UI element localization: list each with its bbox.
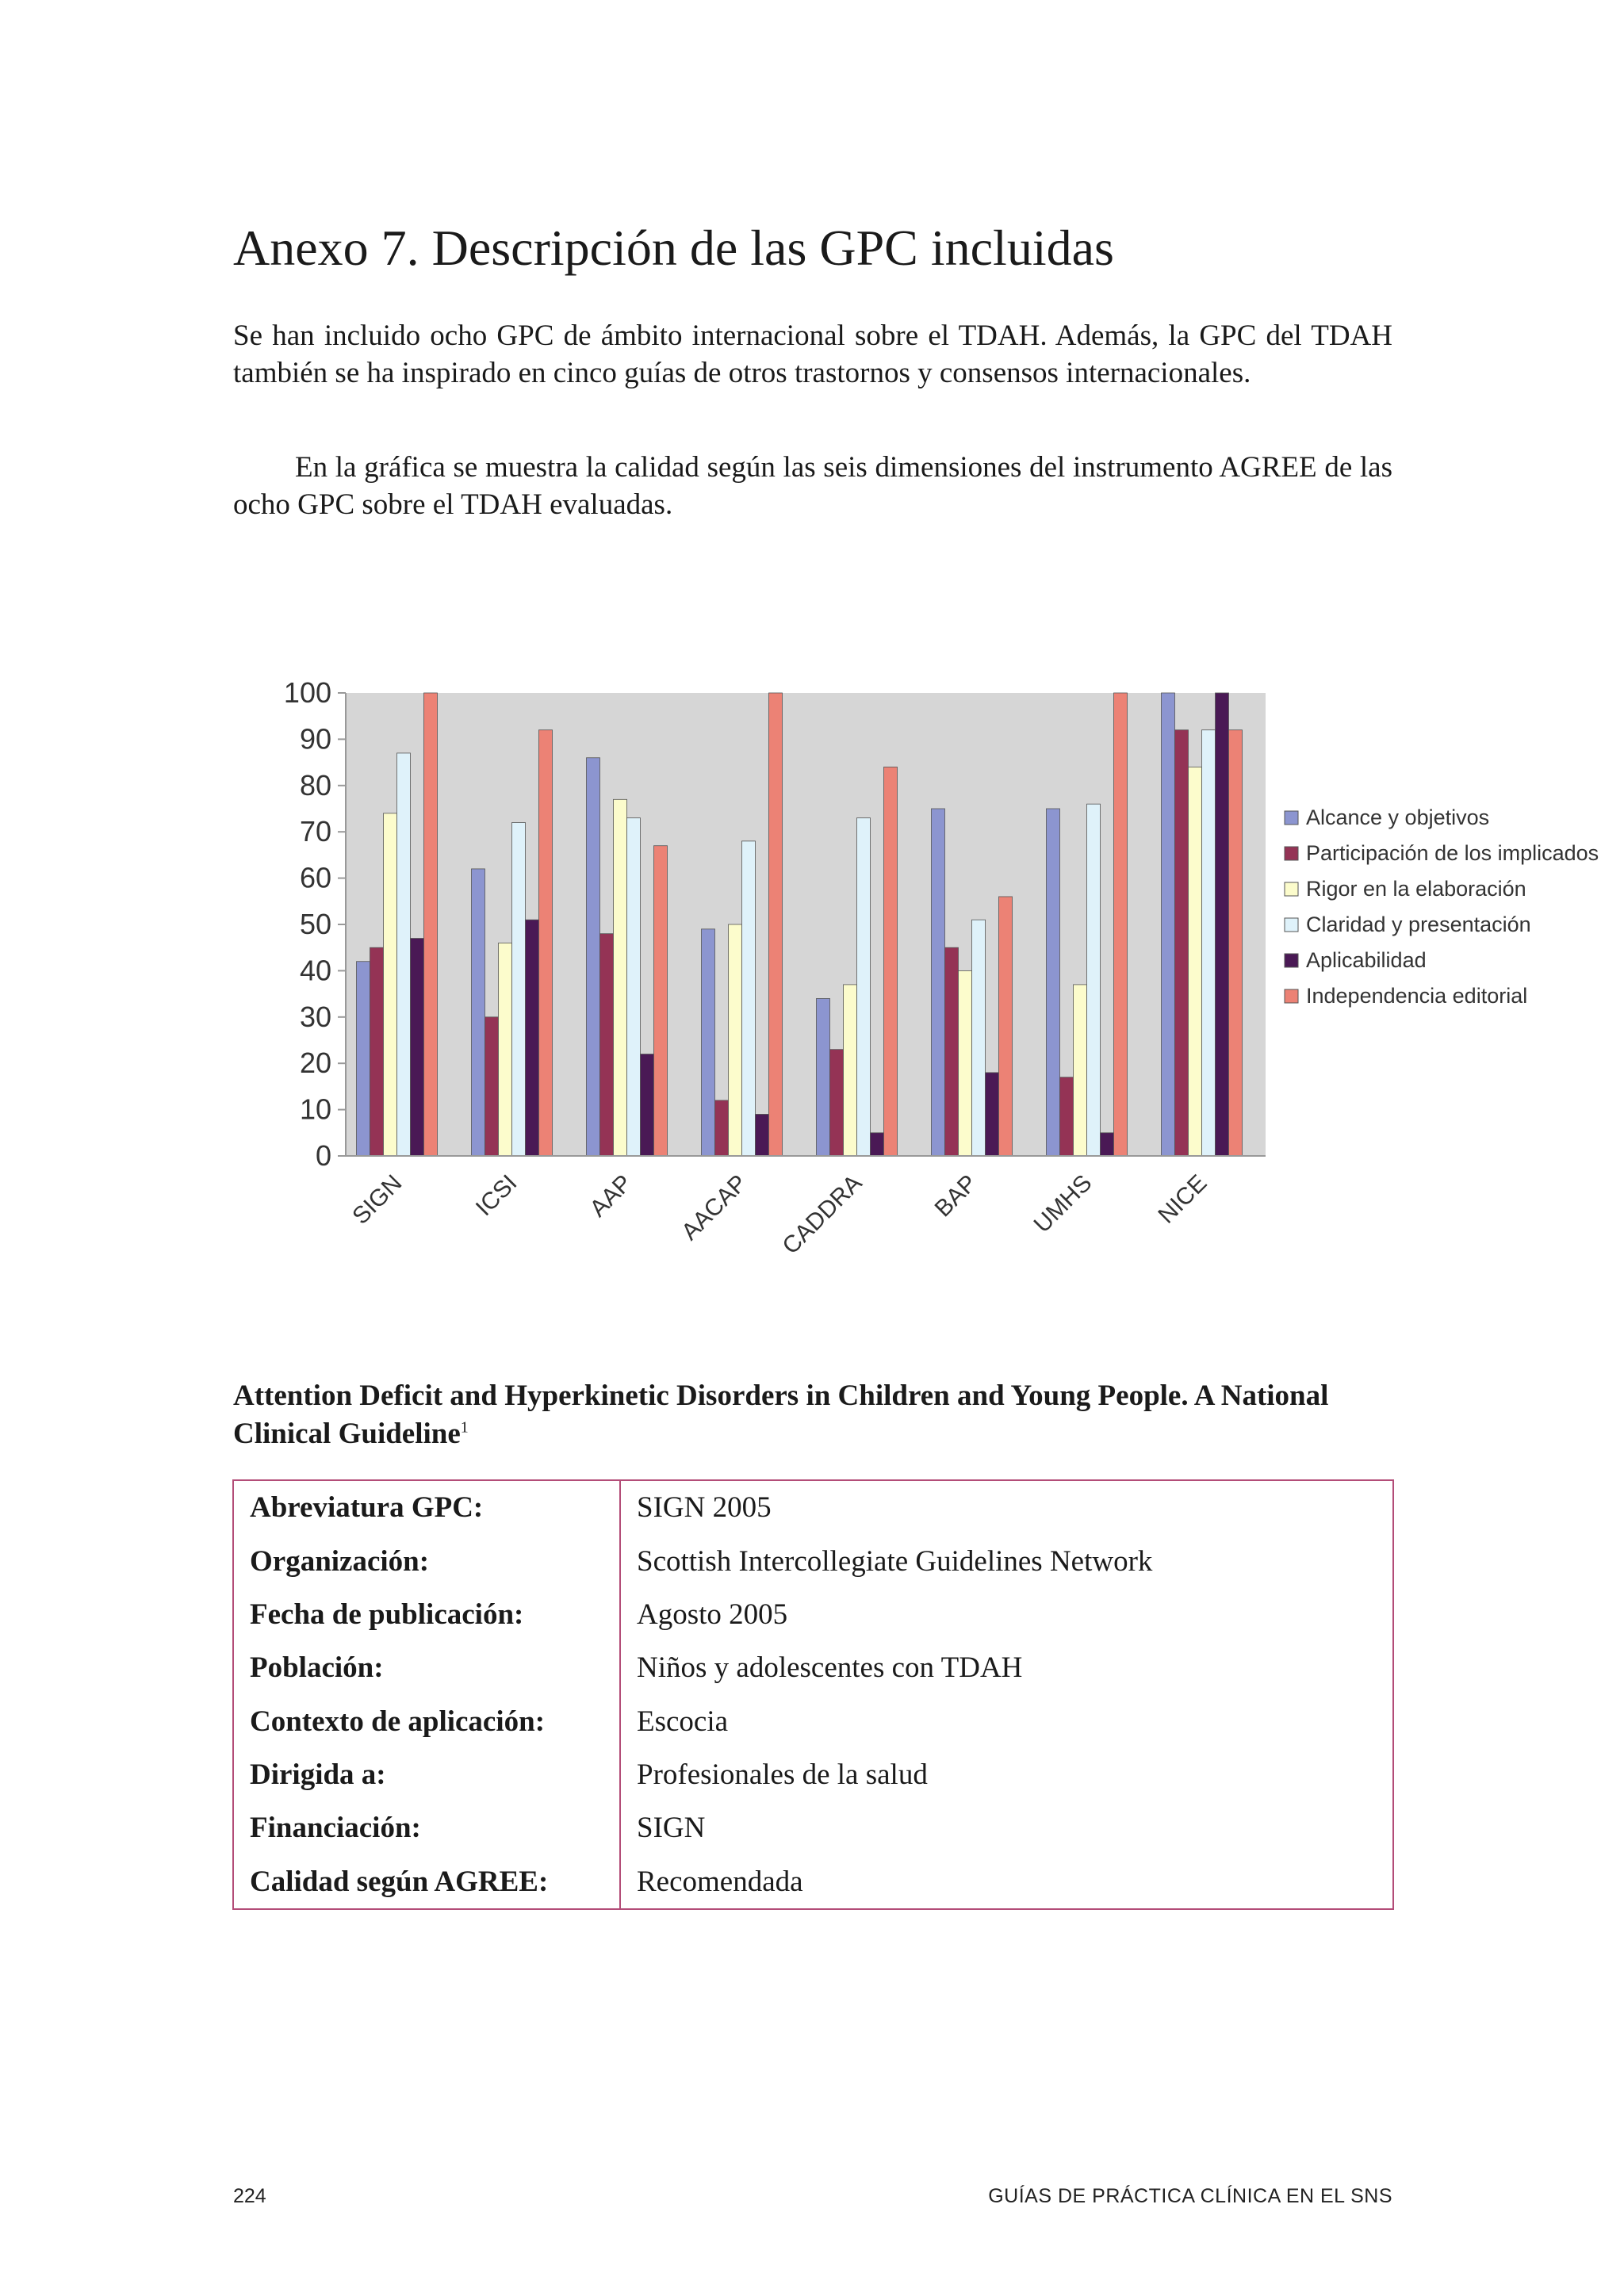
- bar-bap-2: [945, 947, 959, 1156]
- y-tick-label: 90: [299, 722, 331, 756]
- bar-nice-2: [1175, 730, 1189, 1156]
- bar-sign-1: [357, 962, 370, 1156]
- legend: [1272, 799, 1624, 1018]
- reference-number: 1: [460, 1418, 469, 1437]
- info-label: Fecha de publicación:: [233, 1588, 620, 1641]
- legend-label: Independencia editorial: [1306, 984, 1528, 1008]
- bar-caddra-2: [830, 1050, 844, 1156]
- bar-icsi-6: [539, 730, 553, 1156]
- info-row: [233, 1641, 1393, 1694]
- legend-label: Claridad y presentación: [1306, 913, 1531, 936]
- bar-caddra-3: [844, 985, 857, 1156]
- y-tick-label: 40: [299, 954, 331, 987]
- bar-aacap-2: [715, 1100, 729, 1156]
- info-value: Agosto 2005: [637, 1598, 788, 1631]
- bar-caddra-4: [857, 818, 871, 1156]
- info-row: [233, 1588, 1393, 1641]
- legend-swatch: [1285, 989, 1298, 1003]
- x-tick-label: NICE: [1153, 1169, 1212, 1229]
- bar-aap-5: [641, 1054, 654, 1156]
- bar-sign-3: [384, 813, 397, 1156]
- x-tick-label: ICSI: [470, 1169, 523, 1222]
- info-label: Dirigida a:: [233, 1748, 620, 1801]
- bar-sign-5: [411, 939, 424, 1156]
- x-tick-label: SIGN: [347, 1169, 408, 1230]
- info-value: SIGN 2005: [637, 1491, 772, 1525]
- page-number: 224: [233, 2185, 266, 2207]
- x-tick-label: BAP: [929, 1169, 982, 1223]
- footer-running-title: GUÍAS DE PRÁCTICA CLÍNICA EN EL SNS: [988, 2185, 1392, 2207]
- guideline-title: [233, 1377, 1392, 1453]
- legend-label: Aplicabilidad: [1306, 948, 1427, 972]
- info-value: Scottish Intercollegiate Guidelines Network: [637, 1544, 1153, 1578]
- bar-umhs-4: [1087, 804, 1101, 1156]
- bar-bap-5: [986, 1073, 999, 1156]
- y-tick-label: 80: [299, 768, 331, 802]
- bar-caddra-6: [884, 767, 898, 1156]
- legend-swatch: [1285, 954, 1298, 967]
- legend-label: Participación de los implicados: [1306, 841, 1599, 865]
- bar-aacap-1: [702, 929, 715, 1156]
- bar-aap-2: [600, 934, 614, 1156]
- y-tick-label: 30: [299, 1000, 331, 1033]
- info-value: Escocia: [637, 1705, 729, 1738]
- intro-paragraph: Se han incluido ocho GPC de ámbito internacional sobre el TDAH. Además, la GPC del TDAH también se ha inspirado en cinco guías de otros trastornos y consensos internacionales.: [233, 320, 1392, 389]
- bar-bap-4: [972, 920, 986, 1156]
- bar-sign-6: [424, 693, 438, 1156]
- legend-label: Alcance y objetivos: [1306, 806, 1490, 829]
- bar-nice-3: [1189, 767, 1202, 1156]
- info-row: [233, 1801, 1393, 1854]
- y-axis: [284, 676, 346, 1172]
- bar-icsi-3: [499, 943, 512, 1156]
- bar-icsi-4: [512, 823, 526, 1156]
- y-tick-label: 20: [299, 1047, 331, 1080]
- y-tick-label: 50: [299, 908, 331, 940]
- bar-aacap-6: [769, 693, 783, 1156]
- bar-caddra-5: [871, 1133, 884, 1156]
- info-label: Contexto de aplicación:: [233, 1694, 620, 1747]
- agree-quality-chart: [254, 664, 1599, 1275]
- bar-bap-6: [999, 897, 1013, 1156]
- info-value: SIGN: [637, 1812, 706, 1845]
- bar-umhs-2: [1060, 1077, 1074, 1156]
- info-label: Población:: [233, 1641, 620, 1694]
- x-tick-label: UMHS: [1028, 1169, 1097, 1238]
- legend-label: Rigor en la elaboración: [1306, 877, 1526, 901]
- y-tick-label: 100: [283, 676, 331, 709]
- bar-aap-3: [614, 799, 627, 1156]
- bar-aap-1: [587, 758, 600, 1156]
- bar-aap-4: [627, 818, 641, 1156]
- bar-icsi-5: [526, 920, 539, 1156]
- bar-sign-2: [370, 947, 384, 1156]
- bar-nice-4: [1202, 730, 1216, 1156]
- legend-swatch: [1285, 918, 1298, 932]
- info-row: [233, 1480, 1393, 1534]
- bar-aap-6: [654, 846, 668, 1156]
- y-tick-label: 10: [299, 1093, 331, 1126]
- info-label: Financiación:: [233, 1801, 620, 1854]
- x-tick-label: AAP: [584, 1169, 638, 1223]
- bar-caddra-1: [817, 998, 830, 1156]
- legend-swatch: [1285, 882, 1298, 896]
- bar-nice-1: [1162, 693, 1175, 1156]
- info-row: [233, 1694, 1393, 1747]
- legend-swatch: [1285, 811, 1298, 825]
- bar-aacap-4: [742, 841, 756, 1156]
- info-row: [233, 1534, 1393, 1587]
- info-value: Profesionales de la salud: [637, 1758, 928, 1791]
- legend-swatch: [1285, 847, 1298, 860]
- x-tick-label: AACAP: [676, 1169, 753, 1246]
- info-value: Recomendada: [637, 1865, 803, 1898]
- page-title: Anexo 7. Descripción de las GPC incluidas: [233, 220, 1114, 276]
- guideline-title-text: Attention Deficit and Hyperkinetic Disorders in Children and Young People. A National Clinical Guideline: [233, 1380, 1329, 1450]
- info-row: [233, 1748, 1393, 1801]
- guideline-info-table: [232, 1479, 1394, 1910]
- bar-nice-5: [1216, 693, 1229, 1156]
- bar-sign-4: [397, 753, 411, 1156]
- bar-umhs-3: [1074, 985, 1087, 1156]
- bar-bap-3: [959, 970, 972, 1156]
- info-row: [233, 1855, 1393, 1909]
- chart-description-paragraph: En la gráfica se muestra la calidad según las seis dimensiones del instrumento AGREE de las ocho GPC sobre el TDAH evaluadas.: [233, 451, 1392, 521]
- y-tick-label: 60: [299, 861, 331, 894]
- bar-icsi-2: [485, 1017, 499, 1156]
- bar-nice-6: [1229, 730, 1243, 1156]
- info-label: Abreviatura GPC:: [233, 1480, 620, 1534]
- bar-umhs-1: [1047, 809, 1060, 1156]
- bar-bap-1: [932, 809, 945, 1156]
- info-label: Calidad según AGREE:: [233, 1855, 620, 1909]
- x-axis: [346, 1156, 1266, 1260]
- bar-aacap-5: [756, 1114, 769, 1156]
- bar-umhs-6: [1114, 693, 1128, 1156]
- bar-icsi-1: [472, 869, 485, 1156]
- info-value: Niños y adolescentes con TDAH: [637, 1651, 1023, 1685]
- y-tick-label: 70: [299, 815, 331, 848]
- bar-aacap-3: [729, 924, 742, 1156]
- y-tick-label: 0: [315, 1139, 331, 1172]
- x-tick-label: CADDRA: [777, 1169, 868, 1260]
- bar-umhs-5: [1101, 1133, 1114, 1156]
- info-label: Organización:: [233, 1534, 620, 1587]
